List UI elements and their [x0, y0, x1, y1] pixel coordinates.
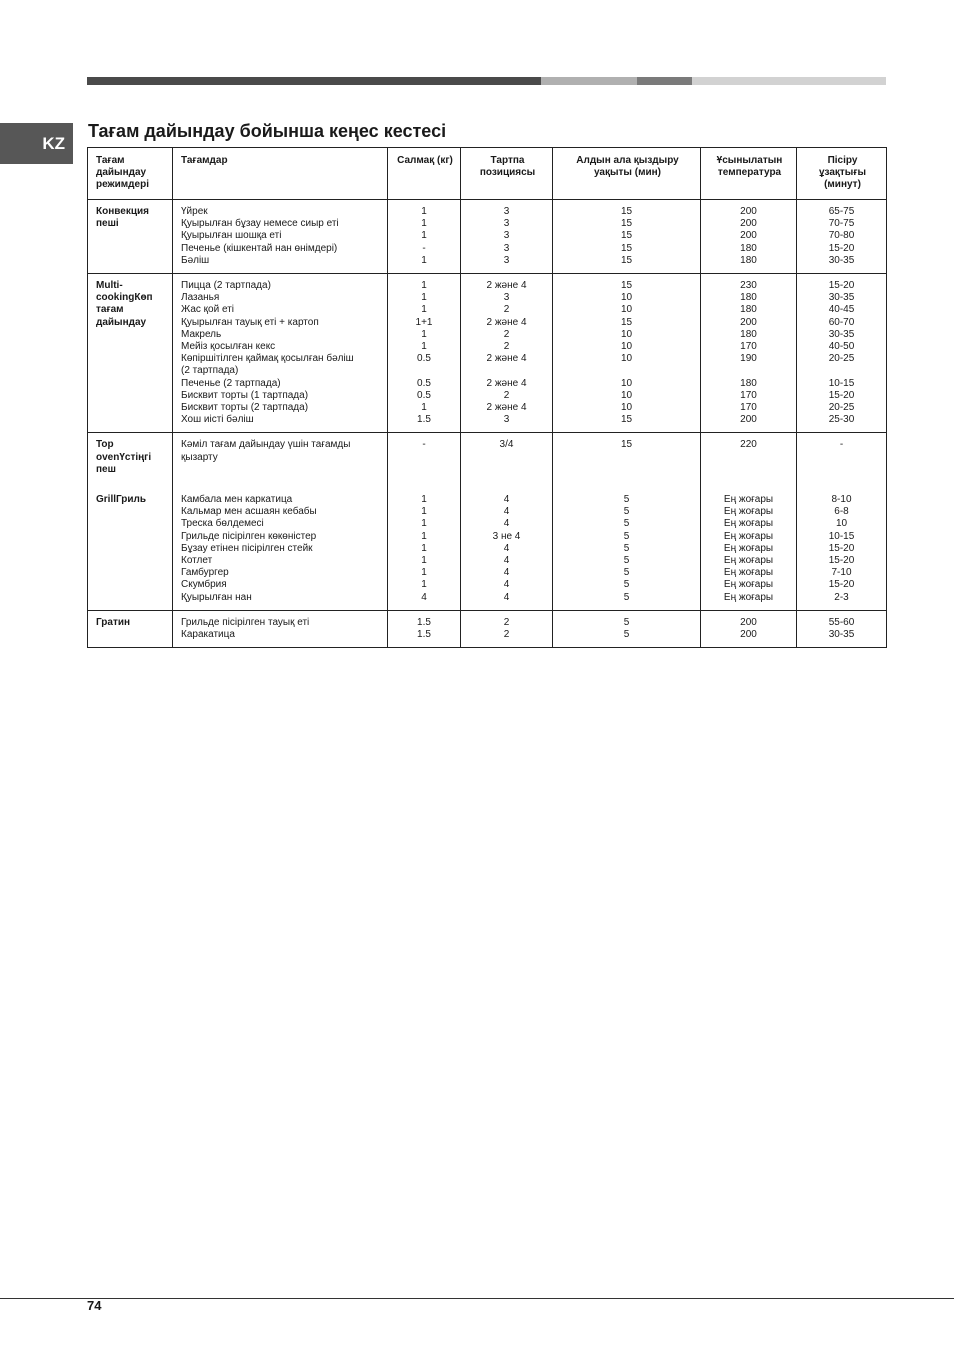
shelf-position-value: 2 және 4	[486, 377, 527, 389]
weight-value: 0.5	[417, 353, 431, 365]
temperature-value: 200	[740, 414, 757, 426]
top-bar-segment	[541, 77, 637, 85]
weight-value-cell	[388, 274, 461, 433]
preheat-time-value: 15	[620, 316, 633, 328]
dish-name: Хош иісті бәліш	[181, 414, 254, 426]
temperature-value: 200	[740, 230, 757, 242]
dish-name: Бисквит торты (1 тартпада)	[181, 389, 309, 401]
shelf-position-value: 4	[503, 542, 510, 554]
page-number: 74	[87, 1298, 102, 1313]
temperature-value: 200	[740, 616, 757, 628]
cooking-time-value: 2-3	[834, 591, 849, 603]
dish-name: Бәліш	[181, 254, 210, 266]
cooking-time-value: 10-15	[828, 377, 855, 389]
preheat-time-value-cell	[553, 610, 701, 647]
weight-value-cell	[388, 200, 461, 274]
top-bar-segment	[87, 77, 541, 85]
shelf-position-value: 2	[503, 389, 510, 401]
preheat-time-value: 5	[623, 518, 630, 530]
temperature-value: Ең жоғары	[723, 506, 774, 518]
weight-value: 1.5	[417, 629, 431, 641]
shelf-position-value: 3	[503, 206, 510, 217]
dish-name: Мейіз қосылған кекс	[181, 341, 276, 353]
temperature-value: 180	[740, 292, 757, 304]
shelf-position-value: 2 және 4	[486, 353, 527, 365]
temperature-value: Ең жоғары	[723, 579, 774, 591]
weight-value: 1	[421, 506, 427, 518]
temperature-value: Ең жоғары	[723, 567, 774, 579]
preheat-time-value: 10	[620, 353, 633, 365]
dish-name: Грильде пісірілген көкөністер	[181, 530, 317, 542]
preheat-time-value: 5	[623, 629, 630, 641]
weight-value: 0.5	[417, 389, 431, 401]
column-header-weight: Салмақ (кг)	[388, 148, 461, 200]
temperature-value: 200	[740, 218, 757, 230]
preheat-time-value: 15	[620, 242, 633, 254]
column-header-mode: Тағам дайындау режимдері	[88, 148, 173, 200]
weight-value: 1+1	[415, 316, 433, 328]
temperature-value-cell	[701, 610, 797, 647]
preheat-time-value: 15	[620, 280, 633, 292]
temperature-value: 200	[740, 206, 757, 217]
cooking-time-value: 15-20	[828, 555, 855, 567]
cooking-time-value: 30-35	[828, 254, 855, 266]
preheat-time-value: 5	[623, 579, 630, 591]
shelf-position-value: 3	[503, 230, 510, 242]
cooking-time-value: 40-45	[828, 304, 855, 316]
preheat-time-value-cell	[553, 488, 701, 610]
cooking-time-value-cell	[797, 488, 887, 610]
dish-name-cell	[173, 200, 388, 274]
dish-name: Жас қой еті	[181, 304, 235, 316]
top-bar-segment	[692, 77, 886, 85]
cooking-time-value: 55-60	[828, 616, 855, 628]
dish-name: Кәміл тағам дайындау үшін тағамды	[181, 439, 351, 451]
dish-name: Қуырылған шошқа еті	[181, 230, 282, 242]
dish-name: Котлет	[181, 555, 213, 567]
weight-value: 1	[421, 254, 427, 266]
dish-name-cell	[173, 274, 388, 433]
column-header-duration: Пісіру ұзақтығы (минут)	[797, 148, 887, 200]
cooking-time-value: 15-20	[828, 542, 855, 554]
temperature-value: 170	[740, 402, 757, 414]
temperature-value: Ең жоғары	[723, 530, 774, 542]
dish-name: Печенье (кішкентай нан өнімдері)	[181, 242, 338, 254]
dish-name: Қуырылған бұзау немесе сиыр еті	[181, 218, 339, 230]
shelf-position-value: 3	[503, 254, 510, 266]
preheat-time-value: 10	[620, 341, 633, 353]
weight-value: 1	[421, 292, 427, 304]
preheat-time-value: 10	[620, 328, 633, 340]
weight-value: 1	[421, 304, 427, 316]
preheat-time-value: 10	[620, 389, 633, 401]
cooking-mode-cell: Гратин	[88, 610, 173, 647]
cooking-time-value: 70-75	[828, 218, 855, 230]
preheat-time-value: 15	[620, 230, 633, 242]
table-row	[88, 610, 887, 647]
weight-value	[390, 365, 458, 377]
weight-value: -	[422, 439, 426, 451]
preheat-time-value: 15	[620, 439, 633, 451]
temperature-value: 180	[740, 242, 757, 254]
weight-value: -	[422, 242, 426, 254]
cooking-time-value: 30-35	[828, 629, 855, 641]
weight-value-cell	[388, 488, 461, 610]
cooking-time-value: 6-8	[834, 506, 849, 518]
cooking-time-value	[799, 365, 884, 377]
shelf-position-value: 2 және 4	[486, 402, 527, 414]
dish-name: қызарту	[181, 451, 218, 463]
shelf-position-value: 4	[503, 555, 510, 567]
preheat-time-value: 15	[620, 206, 633, 217]
dish-name: Көпіршітілген қаймақ қосылған бәліш	[181, 353, 354, 365]
temperature-value: 220	[740, 439, 757, 451]
temperature-value	[703, 365, 794, 377]
temperature-value: 180	[740, 328, 757, 340]
weight-value: 1	[421, 341, 427, 353]
dish-name-cell	[173, 488, 388, 610]
preheat-time-value: 15	[620, 414, 633, 426]
shelf-position-value: 4	[503, 494, 510, 506]
top-bar-segment	[637, 77, 692, 85]
table-row	[88, 274, 887, 433]
shelf-position-value: 4	[503, 567, 510, 579]
shelf-position-value: 3/4	[499, 439, 514, 451]
temperature-value: Ең жоғары	[723, 518, 774, 530]
preheat-time-value: 5	[623, 616, 630, 628]
cooking-tips-table	[87, 147, 887, 648]
preheat-time-value: 10	[620, 292, 633, 304]
temperature-value: 170	[740, 341, 757, 353]
column-header-shelf: Тартпа позициясы	[461, 148, 553, 200]
preheat-time-value: 10	[620, 402, 633, 414]
temperature-value-cell	[701, 274, 797, 433]
preheat-time-value: 5	[623, 567, 630, 579]
dish-name: Камбала мен каркатица	[181, 494, 293, 506]
cooking-time-value: 70-80	[828, 230, 855, 242]
shelf-position-value: 4	[503, 591, 510, 603]
cooking-time-value: 25-30	[828, 414, 855, 426]
dish-name: Кальмар мен асшаян кебабы	[181, 506, 317, 518]
dish-name: Қуырылған нан	[181, 591, 252, 603]
temperature-value: 180	[740, 254, 757, 266]
preheat-time-value: 10	[620, 304, 633, 316]
column-header-dishes: Тағамдар	[173, 148, 388, 200]
shelf-position-value: 2	[503, 629, 510, 641]
shelf-position-value: 2 және 4	[486, 316, 527, 328]
shelf-position-value: 4	[503, 579, 510, 591]
cooking-mode-cell: Top ovenҮстіңгі пеш	[88, 433, 173, 488]
cooking-time-value: 65-75	[828, 206, 855, 217]
cooking-mode-cell: GrillГриль	[88, 488, 173, 610]
temperature-value: 230	[740, 280, 757, 292]
shelf-position-value-cell	[461, 200, 553, 274]
weight-value: 0.5	[417, 377, 431, 389]
cooking-time-value: 40-50	[828, 341, 855, 353]
preheat-time-value-cell	[553, 200, 701, 274]
shelf-position-value: 3	[503, 292, 510, 304]
cooking-mode-cell: Конвекция пеші	[88, 200, 173, 274]
cooking-time-value: 10	[835, 518, 848, 530]
shelf-position-value: 2 және 4	[486, 280, 527, 292]
column-header-temperature: Ұсынылатын температура	[701, 148, 797, 200]
cooking-mode-cell: Multi-cookingКөп тағам дайындау	[88, 274, 173, 433]
weight-value: 1	[421, 206, 427, 217]
dish-name: Скумбрия	[181, 579, 227, 591]
temperature-value: Ең жоғары	[723, 542, 774, 554]
cooking-time-value: 15-20	[828, 579, 855, 591]
weight-value: 1	[421, 579, 427, 591]
temperature-value: Ең жоғары	[723, 555, 774, 567]
shelf-position-value-cell	[461, 274, 553, 433]
cooking-time-value-cell	[797, 610, 887, 647]
weight-value: 1	[421, 280, 427, 292]
shelf-position-value	[463, 365, 550, 377]
dish-name: Бисквит торты (2 тартпада)	[181, 402, 309, 414]
cooking-time-value: 60-70	[828, 316, 855, 328]
preheat-time-value-cell	[553, 274, 701, 433]
cooking-time-value-cell	[797, 433, 887, 488]
temperature-value: 200	[740, 629, 757, 641]
weight-value: 1	[421, 494, 427, 506]
shelf-position-value: 3	[503, 218, 510, 230]
table-row	[88, 488, 887, 610]
dish-name: Каракатица	[181, 629, 235, 641]
dish-name-cell	[173, 610, 388, 647]
cooking-time-value: 15-20	[828, 280, 855, 292]
shelf-position-value-cell	[461, 610, 553, 647]
shelf-position-value: 2	[503, 304, 510, 316]
weight-value: 1	[421, 542, 427, 554]
weight-value: 1	[421, 567, 427, 579]
preheat-time-value: 5	[623, 555, 630, 567]
temperature-value-cell	[701, 488, 797, 610]
dish-name: Қуырылған тауық еті + картоп	[181, 316, 319, 328]
temperature-value-cell	[701, 200, 797, 274]
weight-value: 1	[421, 218, 427, 230]
dish-name: Гамбургер	[181, 567, 229, 579]
temperature-value: 170	[740, 389, 757, 401]
dish-name: Грильде пісірілген тауық еті	[181, 616, 310, 628]
preheat-time-value: 5	[623, 530, 630, 542]
shelf-position-value-cell	[461, 488, 553, 610]
weight-value-cell	[388, 433, 461, 488]
dish-name-cell	[173, 433, 388, 488]
preheat-time-value: 10	[620, 377, 633, 389]
weight-value: 1.5	[417, 616, 431, 628]
preheat-time-value: 5	[623, 494, 630, 506]
shelf-position-value: 2	[503, 341, 510, 353]
temperature-value: Ең жоғары	[723, 494, 774, 506]
preheat-time-value: 5	[623, 542, 630, 554]
weight-value: 1	[421, 530, 427, 542]
table-header-row	[88, 148, 887, 200]
cooking-time-value-cell	[797, 274, 887, 433]
table-row	[88, 200, 887, 274]
temperature-value-cell	[701, 433, 797, 488]
dish-name: Үйрек	[181, 206, 208, 217]
shelf-position-value: 4	[503, 506, 510, 518]
cooking-time-value: 10-15	[828, 530, 855, 542]
cooking-time-value: 7-10	[831, 567, 852, 579]
footer-rule	[0, 1298, 954, 1299]
dish-name: Бұзау етінен пісірілген стейк	[181, 542, 313, 554]
preheat-time-value: 5	[623, 591, 630, 603]
dish-name: Печенье (2 тартпада)	[181, 377, 281, 389]
shelf-position-value: 2	[503, 328, 510, 340]
cooking-time-value: 8-10	[831, 494, 852, 506]
cooking-time-value: -	[839, 439, 844, 451]
weight-value: 1	[421, 402, 427, 414]
weight-value: 1	[421, 328, 427, 340]
page-title: Тағам дайындау бойынша кеңес кестесі	[88, 121, 447, 141]
dish-name: Лазанья	[181, 292, 220, 304]
preheat-time-value	[555, 365, 698, 377]
dish-name: Треска бөлдемесі	[181, 518, 264, 530]
column-header-preheat: Алдын ала қыздыру уақыты (мин)	[553, 148, 701, 200]
cooking-time-value: 30-35	[828, 328, 855, 340]
shelf-position-value: 3	[503, 242, 510, 254]
table-row	[88, 433, 887, 488]
dish-name: Макрель	[181, 328, 222, 340]
shelf-position-value: 3 не 4	[492, 530, 521, 542]
cooking-time-value: 20-25	[828, 402, 855, 414]
temperature-value: 190	[740, 353, 757, 365]
cooking-time-value: 15-20	[828, 242, 855, 254]
weight-value: 1	[421, 230, 427, 242]
weight-value-cell	[388, 610, 461, 647]
cooking-time-value: 20-25	[828, 353, 855, 365]
preheat-time-value: 15	[620, 254, 633, 266]
temperature-value: Ең жоғары	[723, 591, 774, 603]
shelf-position-value: 3	[503, 414, 510, 426]
temperature-value: 180	[740, 377, 757, 389]
weight-value: 1	[421, 518, 427, 530]
cooking-time-value-cell	[797, 200, 887, 274]
shelf-position-value: 2	[503, 616, 510, 628]
preheat-time-value-cell	[553, 433, 701, 488]
temperature-value: 200	[740, 316, 757, 328]
top-decorative-bar	[87, 77, 886, 85]
weight-value: 4	[421, 591, 427, 603]
weight-value: 1.5	[417, 414, 431, 426]
shelf-position-value-cell	[461, 433, 553, 488]
temperature-value: 180	[740, 304, 757, 316]
shelf-position-value: 4	[503, 518, 510, 530]
weight-value: 1	[421, 555, 427, 567]
preheat-time-value: 5	[623, 506, 630, 518]
preheat-time-value: 15	[620, 218, 633, 230]
dish-name: (2 тартпада)	[181, 365, 239, 377]
cooking-time-value: 30-35	[828, 292, 855, 304]
dish-name: Пицца (2 тартпада)	[181, 280, 271, 292]
cooking-time-value: 15-20	[828, 389, 855, 401]
language-tab: KZ	[0, 123, 73, 164]
